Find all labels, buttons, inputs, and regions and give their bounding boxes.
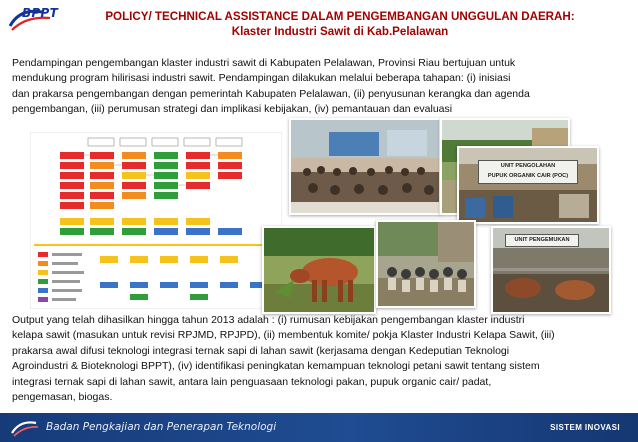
intro-line: mendukung program hilirisasi industri sawit. Pendampingan dilakukan melalui beberapa tahapan: (i) inisiasi: [12, 72, 511, 85]
output-line: integrasi ternak sapi di lahan sawit, antara lain penguasaan teknologi pakan, pupuk organic cair/ padat,: [12, 375, 492, 388]
group-discussion-photo: [376, 220, 476, 308]
fattening-sign-text: UNIT PENGEMUKAN: [514, 237, 570, 243]
logo-text: BPPT: [22, 6, 59, 20]
output-line: Agroindustri & Bioteknologi BPPT), (iv) identifikasi peningkatan kemampuan teknologi petani sawit tentang sistem: [12, 360, 540, 373]
fattening-unit-sign: [505, 234, 579, 247]
output-paragraph: [12, 313, 628, 405]
poc-unit-sign: [478, 160, 578, 184]
intro-paragraph: [12, 56, 622, 118]
title-line-1: POLICY/ TECHNICAL ASSISTANCE DALAM PENGEMBANGAN UNGGULAN DAERAH:: [105, 10, 575, 23]
footer-logo: [10, 418, 40, 437]
intro-line: Pendampingan pengembangan klaster industri sawit di Kabupaten Pelalawan, Provinsi Riau bertujuan untuk: [12, 57, 516, 69]
page-title: [80, 9, 600, 39]
output-line: kelapa sawit (masukan untuk revisi RPJMD, RPJPD), (ii) membentuk komite/ pokja Klaster Industri Kelapa Sawit, (iii): [12, 329, 555, 342]
output-line: Output yang telah dihasilkan hingga tahun 2013 adalah : (i) rumusan kebijakan pengembangan klaster industri: [12, 314, 525, 326]
meeting-photo: [289, 118, 441, 215]
poc-sign-line-1: UNIT PENGOLAHAN: [500, 163, 556, 169]
footer-tagline: SISTEM INOVASI: [550, 423, 620, 432]
cluster-diagram-image: [30, 132, 282, 309]
poc-sign-line-2: PUPUK ORGANIK CAIR (POC): [487, 173, 569, 179]
footer-agency-name: Badan Pengkajian dan Penerapan Teknologi: [46, 421, 277, 433]
output-line: pengemasan, biogas.: [12, 391, 113, 404]
intro-line: dan prakarsa pengembangan dengan pemerintah Kabupaten Pelalawan, (ii) penyusunan kerangka dan agenda: [12, 87, 530, 100]
poc-unit-photo: [457, 146, 599, 224]
intro-line: pengembangan, (iii) perumusan strategi dan implikasi kebijakan, (iv) pemantauan dan evaluasi: [12, 103, 453, 116]
footer-bar: [0, 413, 638, 442]
title-line-2: Klaster Industri Sawit di Kab.Pelalawan: [231, 25, 449, 38]
output-line: prakarsa awal difusi teknologi integrasi ternak sapi di lahan sawit (kerjasama dengan Kedeputian Teknologi: [12, 344, 510, 357]
cattle-photo: [262, 226, 376, 314]
